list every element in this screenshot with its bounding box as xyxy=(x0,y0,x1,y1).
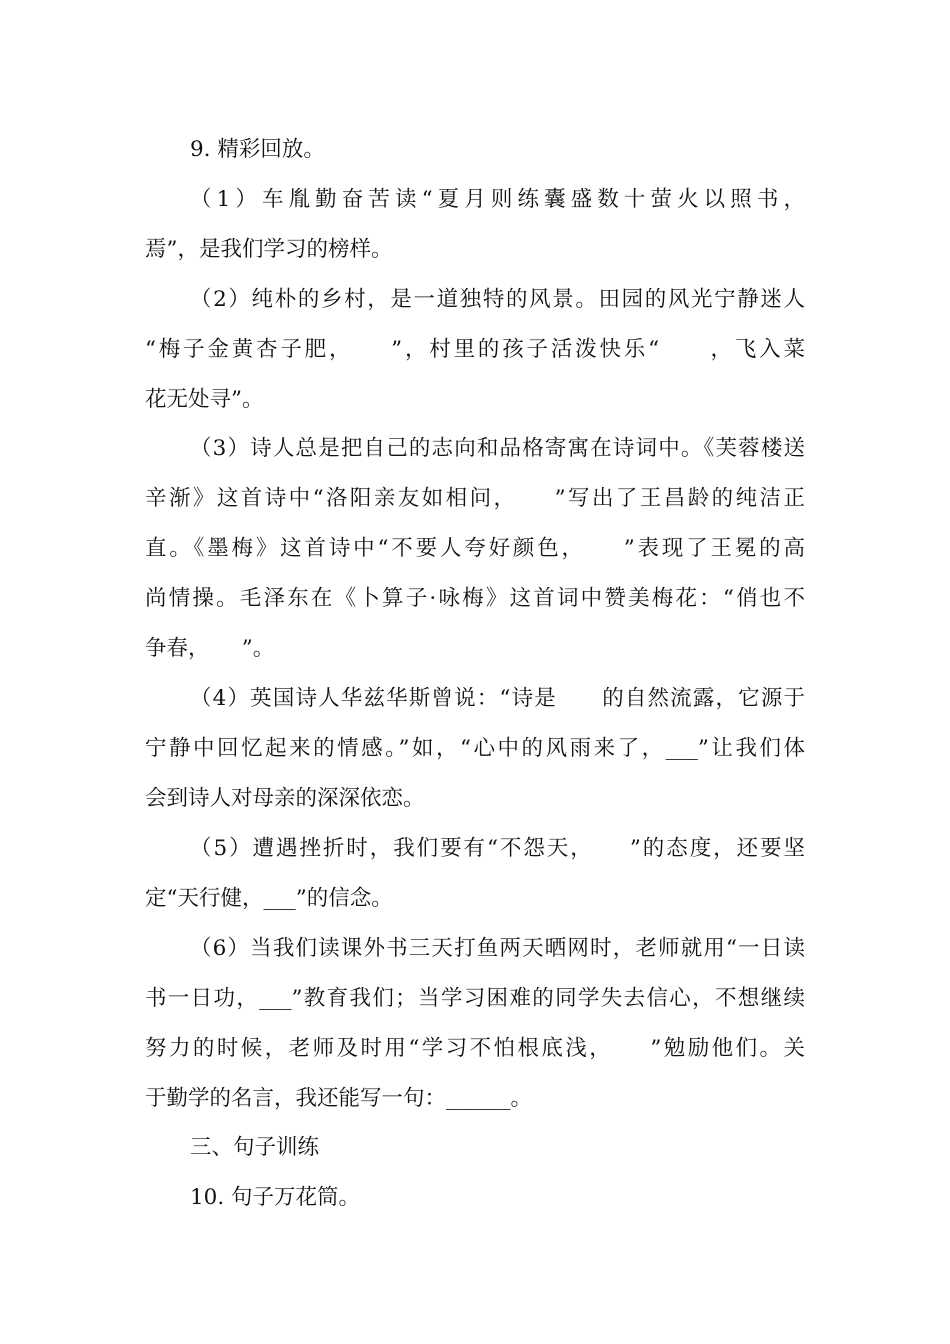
item-3-line-2: 辛渐》这首诗中“洛阳亲友如相问， ”写出了王昌龄的纯洁正 xyxy=(145,486,805,511)
item-3-line-3: 直。《墨梅》这首诗中“不要人夸好颜色， ”表现了王冕的高 xyxy=(145,536,805,561)
item-6-line-1: （6）当我们读课外书三天打鱼两天晒网时，老师就用“一日读 xyxy=(190,936,805,961)
item-3-line-4: 尚情操。毛泽东在《卜算子·咏梅》这首词中赞美梅花：“俏也不 xyxy=(145,586,805,611)
item-2-line-2: “梅子金黄杏子肥， ”，村里的孩子活泼快乐“ ，飞入菜 xyxy=(145,337,805,362)
item-6-line-2: 书一日功，___”教育我们；当学习困难的同学失去信心，不想继续 xyxy=(145,986,805,1011)
question-10-heading: 10. 句子万花筒。 xyxy=(190,1185,361,1210)
item-4-line-2: 宁静中回忆起来的情感。”如，“心中的风雨来了，___”让我们体 xyxy=(145,736,805,761)
item-4-line-3: 会到诗人对母亲的深深依恋。 xyxy=(145,786,425,811)
item-5-line-2: 定“天行健，___”的信念。 xyxy=(145,886,393,911)
item-1-line-1: （1）车胤勤奋苦读“夏月则练囊盛数十萤火以照书， xyxy=(190,187,805,212)
item-3-line-5: 争春， ”。 xyxy=(145,636,275,661)
item-5-line-1: （5）遭遇挫折时，我们要有“不怨天， ”的态度，还要坚 xyxy=(190,836,805,861)
question-9-heading: 9. 精彩回放。 xyxy=(190,137,325,162)
item-2-line-1: （2）纯朴的乡村，是一道独特的风景。田园的风光宁静迷人 xyxy=(190,287,805,312)
item-6-line-3: 努力的时候，老师及时用“学习不怕根底浅， ”勉励他们。关 xyxy=(145,1036,805,1061)
item-6-line-4: 于勤学的名言，我还能写一句：______。 xyxy=(145,1086,533,1111)
section-3-heading: 三、句子训练 xyxy=(190,1135,320,1160)
item-3-line-1: （3）诗人总是把自己的志向和品格寄寓在诗词中。《芙蓉楼送 xyxy=(190,436,805,461)
item-4-line-1: （4）英国诗人华兹华斯曾说：“诗是 的自然流露，它源于 xyxy=(190,686,805,711)
item-2-line-3: 花无处寻”。 xyxy=(145,387,264,412)
item-1-line-2: 焉”，是我们学习的榜样。 xyxy=(145,237,393,262)
